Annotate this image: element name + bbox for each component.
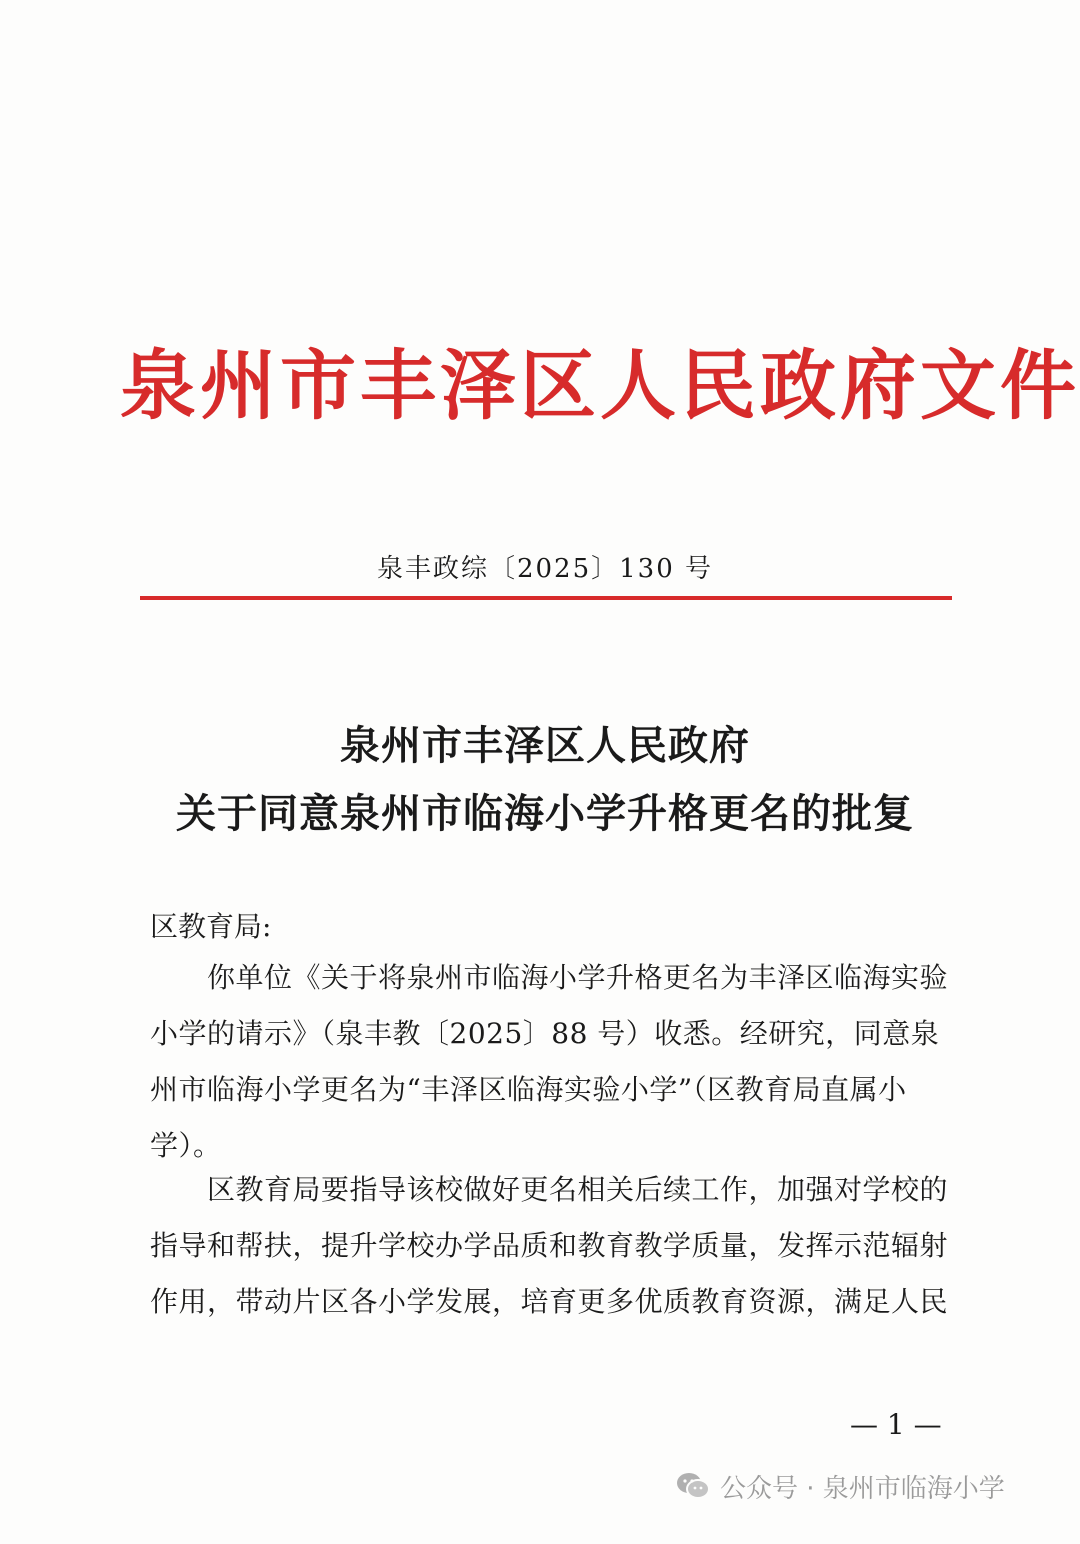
paragraph-1-line: 学）。 bbox=[150, 1129, 222, 1162]
wechat-icon bbox=[676, 1471, 710, 1501]
paragraph-1-line: 州市临海小学更名为“丰泽区临海实验小学”（区教育局直属小 bbox=[150, 1073, 907, 1106]
document-number: 泉丰政综〔2025〕130 号 bbox=[376, 554, 714, 584]
paragraph-2-line: 指导和帮扶，提升学校办学品质和教育教学质量，发挥示范辐射 bbox=[150, 1229, 949, 1262]
paragraph-2-line: 区教育局要指导该校做好更名相关后续工作，加强对学校的 bbox=[150, 1173, 949, 1206]
paragraph-1-line: 你单位《关于将泉州市临海小学升格更名为丰泽区临海实验 bbox=[150, 961, 949, 994]
red-divider-line bbox=[140, 596, 952, 600]
paragraph-1-line: 小学的请示》（泉丰教〔2025〕88 号）收悉。经研究，同意泉 bbox=[150, 1017, 940, 1050]
watermark-text: 公众号 · 泉州市临海小学 bbox=[720, 1473, 1005, 1504]
salutation: 区教育局: bbox=[150, 910, 272, 943]
masthead-title: 泉州市丰泽区人民政府文件 bbox=[120, 341, 1080, 430]
paragraph-1 bbox=[150, 950, 970, 1174]
paragraph-2-line: 作用，带动片区各小学发展，培育更多优质教育资源，满足人民 bbox=[150, 1285, 949, 1318]
document-title-line-2: 关于同意泉州市临海小学升格更名的批复 bbox=[176, 790, 914, 837]
document-title-line-1: 泉州市丰泽区人民政府 bbox=[340, 722, 750, 769]
wechat-watermark bbox=[676, 1466, 1005, 1506]
page-number: — 1 — bbox=[850, 1408, 942, 1441]
paragraph-2 bbox=[150, 1162, 970, 1330]
